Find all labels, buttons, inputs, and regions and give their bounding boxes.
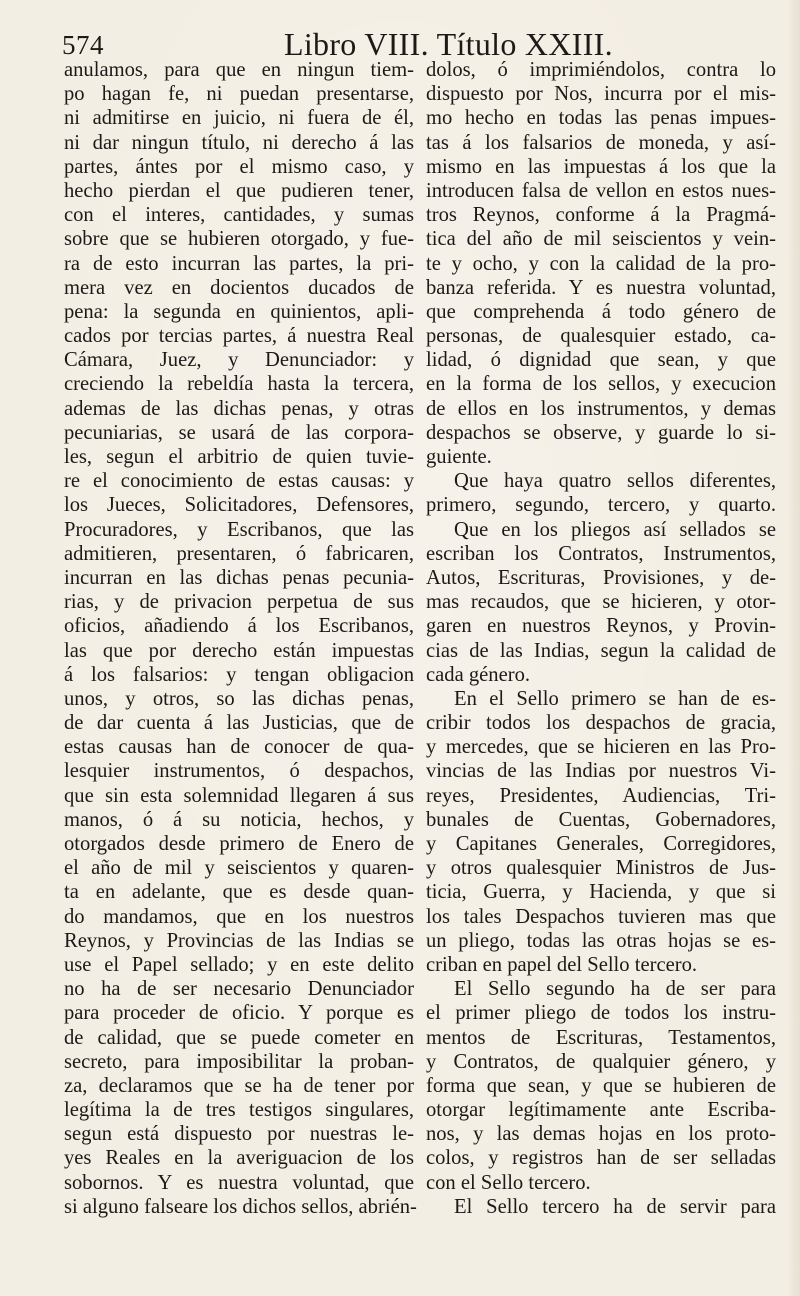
text-line: si alguno falseare los dichos sellos, abrién- [64,1195,417,1218]
running-head: Libro VIII. Título XXIII. [284,26,613,62]
text-line: y otros qualesquier Ministros de Jus- [426,857,776,880]
text-line: otorgados desde primero de Enero de [64,833,414,855]
text-line: use el Papel sellado; y en este delito [64,953,414,976]
left-text-column [64,58,417,1219]
text-line: despachos se observe, y guarde lo si- [426,421,776,444]
text-line: secreto, para imposibilitar la proban- [64,1050,414,1073]
text-line: te y ocho, y con la calidad de la pro- [426,252,776,275]
text-line: po hagan fe, ni puedan presentarse, [64,83,414,106]
text-line: forma que sean, y que se hubieren de [426,1074,776,1097]
text-line: unos, y otros, so las dichas penas, [64,687,414,710]
text-line: cada género. [426,663,531,686]
text-line: tas á los falsarios de moneda, y así- [426,131,776,154]
text-line: de calidad, que se puede cometer en [64,1026,414,1049]
text-line: bunales de Cuentas, Gobernadores, [426,808,776,831]
text-line: re el conocimiento de estas causas: y [64,470,414,493]
text-line: pena: la segunda en quinientos, apli- [64,300,414,323]
page-number: 574 [62,30,104,60]
text-line: hecho pierdan el que pudieren tener, [64,179,414,202]
text-line: Procuradores, y Escribanos, que las [64,518,414,541]
text-line: pecuniarias, se usará de las corpora- [64,421,414,444]
text-line: segun está dispuesto por nuestras le- [64,1123,414,1146]
text-line: lidad, ó dignidad que sean, y que [426,349,776,372]
text-line: mo hecho en todas las penas impues- [426,107,776,130]
text-line: los tales Despachos tuvieren mas que [426,905,776,928]
text-line: ni admitirse en juicio, ni fuera de él, [64,107,414,130]
text-line: y Contratos, de qualquier género, y [426,1050,776,1073]
text-line: nos, y las demas hojas en los proto- [426,1123,776,1146]
text-line: manos, ó á su noticia, hechos, y [64,808,414,831]
text-line: personas, de qualesquier estado, ca- [426,325,776,348]
text-line: vincias de las Indias por nuestros Vi- [426,760,776,783]
text-line: yes Reales en la averiguacion de los [64,1147,414,1170]
text-line: criban en papel del Sello tercero. [426,953,698,976]
text-line: El Sello tercero ha de servir para [454,1195,776,1218]
text-line: introducen falsa de vellon en estos nues- [426,179,776,202]
text-line: reyes, Presidentes, Audiencias, Tri- [426,784,776,807]
text-line: Autos, Escrituras, Provisiones, y de- [426,566,776,589]
text-line: garen en nuestros Reynos, y Provin- [426,615,776,638]
text-line: les, segun el arbitrio de quien tuvie- [64,446,414,468]
text-line: cribir todos los despachos de gracia, [426,712,776,735]
text-line: un pliego, todas las otras hojas se es- [426,929,776,952]
text-line: mismo en las impuestas á los que la [426,155,776,178]
text-line: lesquier instrumentos, ó despachos, [64,760,414,783]
text-line: do mandamos, que en los nuestros [64,905,414,928]
text-line: guiente. [426,446,492,468]
text-line: admitieren, presentaren, ó fabricaren, [64,542,414,565]
text-line: tros Reynos, conforme á la Pragmá- [426,204,776,227]
text-line: anulamos, para que en ningun tiem- [64,59,414,81]
right-text-column [426,58,776,1219]
text-line: á los falsarios: y tengan obligacion [64,663,414,686]
text-line: dispuesto por Nos, incurra por el mis- [426,83,776,106]
text-line: ta en adelante, que es desde quan- [64,881,414,904]
text-line: que sin esta solemnidad llegaren á sus [64,784,414,807]
text-line: no ha de ser necesario Denunciador [64,978,414,1001]
text-line: banza referida. Y es nuestra voluntad, [426,276,776,299]
text-line: Que haya quatro sellos diferentes, [454,470,776,493]
text-line: ticia, Guerra, y Hacienda, y que si [426,881,776,904]
text-line: escriban los Contratos, Instrumentos, [426,542,776,565]
text-line: za, declaramos que se ha de tener por [64,1074,414,1097]
text-line: mentos de Escrituras, Testamentos, [426,1026,776,1049]
text-line: y Capitanes Generales, Corregidores, [426,833,776,855]
text-line: de ellos en los instrumentos, y demas [426,397,776,420]
text-line: dolos, ó imprimiéndolos, contra lo [426,59,776,81]
text-line: oficios, añadiendo á los Escribanos, [64,615,414,638]
text-line: ra de esto incurran las partes, la pri- [64,252,414,275]
text-line: que comprehenda á todo género de [426,300,776,323]
text-line: Reynos, y Provincias de las Indias se [64,929,414,952]
text-line: estas causas han de conocer de qua- [64,736,414,759]
text-line: sobre que se hubieren otorgado, y fue- [64,228,414,251]
text-line: Cámara, Juez, y Denunciador: y [64,349,414,372]
text-line: Que en los pliegos así sellados se [454,518,776,541]
text-line: otorgar legítimamente ante Escriba- [426,1099,776,1122]
text-line: cias de las Indias, segun la calidad de [426,639,776,662]
text-line: en la forma de los sellos, y execucion [426,373,776,396]
text-line: con el Sello tercero. [426,1171,591,1194]
text-line: el año de mil y seiscientos y quaren- [64,857,414,880]
text-line: rias, y de privacion perpetua de sus [64,591,414,614]
text-line: los Jueces, Solicitadores, Defensores, [64,494,414,517]
text-line: cados por tercias partes, á nuestra Real [64,325,414,348]
text-line: de dar cuenta á las Justicias, que de [64,712,414,735]
text-line: El Sello segundo ha de ser para [454,978,776,1001]
text-line: y mercedes, que se hicieren en las Pro- [426,736,776,759]
text-line: ni dar ningun título, ni derecho á las [64,131,414,154]
text-line: tica del año de mil seiscientos y vein- [426,228,776,251]
text-line: el primer pliego de todos los instru- [426,1002,776,1025]
text-line: mera vez en docientos ducados de [64,276,414,299]
text-line: incurran en las dichas penas pecunia- [64,566,414,589]
text-line: mas recaudos, que se hicieren, y otor- [426,591,776,614]
text-line: creciendo la rebeldía hasta la tercera, [64,373,414,396]
text-line: partes, ántes por el mismo caso, y [64,155,414,178]
text-line: para proceder de oficio. Y porque es [64,1002,414,1025]
text-line: las que por derecho están impuestas [64,639,414,662]
text-line: colos, y registros han de ser selladas [426,1147,776,1170]
page-edge-shadow [786,0,800,1296]
text-line: En el Sello primero se han de es- [454,687,776,710]
text-line: legítima la de tres testigos singulares, [64,1099,414,1122]
text-line: primero, segundo, tercero, y quarto. [426,494,776,517]
text-line: sobornos. Y es nuestra voluntad, que [64,1171,414,1194]
text-line: ademas de las dichas penas, y otras [64,397,414,420]
text-line: con el interes, cantidades, y sumas [64,204,414,227]
